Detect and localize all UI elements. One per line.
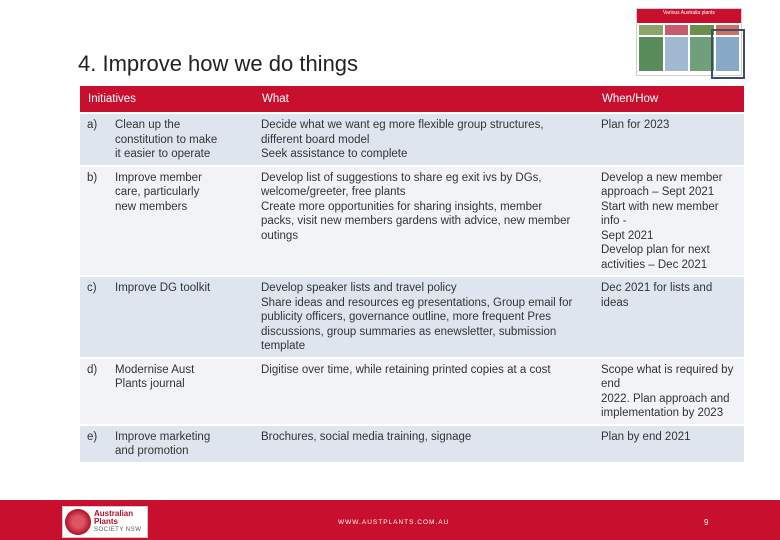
when-cell-line: Scope what is required by end [601, 363, 734, 390]
when-cell-line: Plan by end 2021 [601, 430, 691, 443]
what-cell-line: Seek assistance to complete [261, 148, 408, 160]
when-cell-line: Develop plan for next [601, 244, 710, 256]
thumbnail-highlight [711, 29, 745, 79]
what-cell-line: different board model [261, 133, 370, 146]
row-letter: d) [80, 358, 108, 425]
what-cell [254, 166, 594, 277]
when-cell-line: 2022. Plan approach and [601, 392, 730, 405]
what-cell-line: Share ideas and resources eg presentations, Group email for [261, 296, 573, 309]
initiative-cell-line: Clean up the [115, 119, 181, 131]
thumbnail-column [639, 37, 663, 71]
slide-thumbnail [636, 8, 742, 76]
initiative-cell-line: constitution to make [115, 133, 218, 146]
initiative-cell-line: it easier to operate [115, 148, 211, 160]
when-cell-line: Dec 2021 for lists and ideas [601, 282, 713, 309]
initiative-cell [108, 113, 254, 166]
table-row [80, 425, 744, 462]
initiative-cell-line: and promotion [115, 445, 189, 457]
what-cell [254, 425, 594, 462]
initiative-cell-line: Improve marketing [115, 430, 211, 443]
what-cell-line: welcome/greeter, free plants [261, 186, 406, 198]
what-cell [254, 113, 594, 166]
logo-text: Australian Plants SOCIETY NSW [94, 509, 142, 533]
when-cell [594, 358, 744, 425]
initiative-cell-line: Improve member [115, 171, 202, 184]
society-logo [62, 506, 148, 538]
initiatives-table [80, 86, 744, 462]
website-url: WWW.AUSTPLANTS.COM.AU [338, 519, 450, 526]
header-what: What [254, 86, 594, 113]
row-letter: e) [80, 425, 108, 462]
initiative-cell [108, 166, 254, 277]
initiative-cell-line: Modernise Aust [115, 363, 195, 376]
when-cell-line: Plan for 2023 [601, 119, 670, 131]
table-row [80, 113, 744, 166]
table-row [80, 358, 744, 425]
what-cell-line: Develop speaker lists and travel policy [261, 282, 457, 294]
thumbnail-column [690, 37, 714, 71]
table-body [80, 113, 744, 462]
initiative-cell-line: new members [115, 200, 188, 213]
initiative-cell [108, 276, 254, 358]
table-row [80, 276, 744, 358]
page-number: 9 [704, 518, 709, 527]
thumbnail-header: Various Australia plants [637, 9, 741, 23]
thumbnail-image [690, 25, 714, 35]
what-cell-line: packs, visit new members gardens with advice, new member [261, 215, 571, 227]
row-letter: b) [80, 166, 108, 277]
thumbnail-column [665, 37, 689, 71]
what-cell-line: Develop list of suggestions to share eg exit ivs by DGs, [261, 171, 542, 184]
what-cell-line: outings [261, 229, 299, 242]
header-when: When/How [594, 86, 744, 113]
what-cell-line: template [261, 340, 306, 352]
when-cell-line: approach – Sept 2021 [601, 186, 715, 198]
when-cell [594, 113, 744, 166]
thumbnail-image [665, 25, 689, 35]
when-cell-line: Develop a new member [601, 171, 723, 184]
when-cell-line: implementation by 2023 [601, 407, 724, 419]
initiative-cell [108, 358, 254, 425]
initiative-cell-line: care, particularly [115, 186, 200, 198]
what-cell-line: Decide what we want eg more flexible group structures, [261, 119, 544, 131]
when-cell-line: Start with new member info - [601, 200, 719, 227]
header-initiatives: Initiatives [80, 86, 254, 113]
when-cell [594, 166, 744, 277]
page-title: 4. Improve how we do things [78, 51, 359, 76]
when-cell-line: Sept 2021 [601, 229, 654, 242]
when-cell [594, 276, 744, 358]
initiative-cell-line: Plants journal [115, 378, 185, 390]
what-cell [254, 276, 594, 358]
what-cell-line: discussions, group summaries as enewsletter, submission [261, 325, 557, 338]
when-cell-line: activities – Dec 2021 [601, 258, 708, 271]
when-cell [594, 425, 744, 462]
footer-bar [0, 500, 780, 540]
initiative-cell-line: Improve DG toolkit [115, 282, 211, 294]
what-cell-line: Create more opportunities for sharing insights, member [261, 200, 543, 213]
row-letter: a) [80, 113, 108, 166]
row-letter: c) [80, 276, 108, 358]
what-cell-line: Brochures, social media training, signage [261, 430, 472, 443]
what-cell [254, 358, 594, 425]
thumbnail-image [639, 25, 663, 35]
table-header-row [80, 86, 744, 113]
what-cell-line: Digitise over time, while retaining printed copies at a cost [261, 363, 551, 376]
initiative-cell [108, 425, 254, 462]
waratah-flower-icon [65, 509, 91, 535]
table-row [80, 166, 744, 277]
what-cell-line: publicity officers, governance outline, more frequent Pres [261, 311, 551, 323]
